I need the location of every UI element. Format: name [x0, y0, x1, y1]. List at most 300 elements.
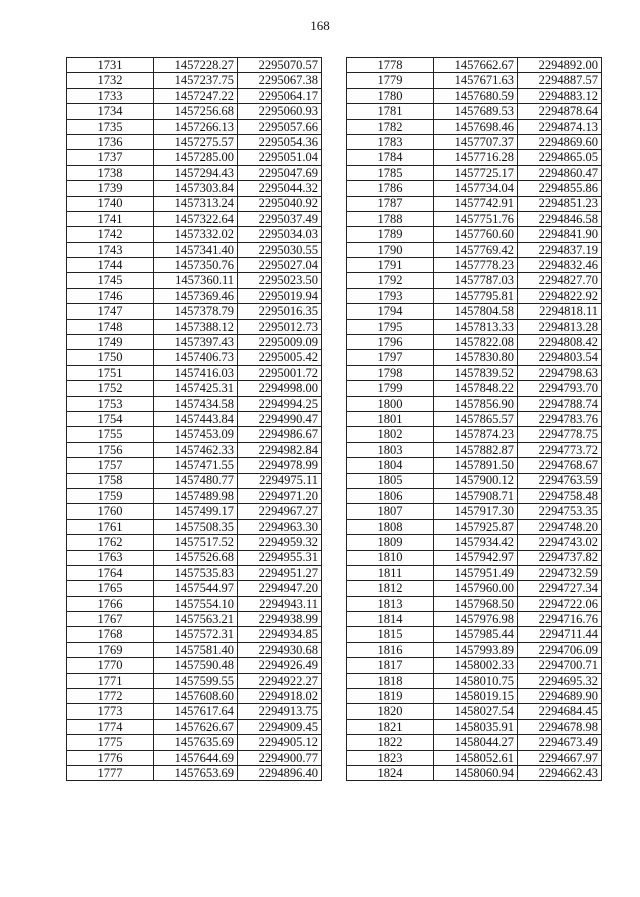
y-coordinate-cell: 2294837.19 [518, 242, 602, 257]
x-coordinate-cell: 1457985.44 [434, 627, 518, 642]
point-number-cell: 1810 [347, 550, 434, 565]
table-row [347, 104, 602, 119]
y-coordinate-cell: 2294934.85 [238, 627, 322, 642]
table-row [67, 689, 322, 704]
table-row [347, 442, 602, 457]
table-row [347, 750, 602, 765]
x-coordinate-cell: 1457322.64 [154, 211, 238, 226]
y-coordinate-cell: 2294673.49 [518, 735, 602, 750]
point-number-cell: 1774 [67, 719, 154, 734]
x-coordinate-cell: 1457951.49 [434, 565, 518, 580]
table-row [347, 119, 602, 134]
page-number: 168 [310, 18, 330, 33]
y-coordinate-cell: 2295060.93 [238, 104, 322, 119]
table-row [67, 181, 322, 196]
y-coordinate-cell: 2294909.45 [238, 719, 322, 734]
y-coordinate-cell: 2295047.69 [238, 165, 322, 180]
x-coordinate-cell: 1457599.55 [154, 673, 238, 688]
table-row [67, 304, 322, 319]
table-row [347, 519, 602, 534]
point-number-cell: 1781 [347, 104, 434, 119]
y-coordinate-cell: 2294913.75 [238, 704, 322, 719]
point-number-cell: 1738 [67, 165, 154, 180]
y-coordinate-cell: 2294959.32 [238, 535, 322, 550]
table-row [67, 58, 322, 73]
point-number-cell: 1742 [67, 227, 154, 242]
x-coordinate-cell: 1457671.63 [434, 73, 518, 88]
y-coordinate-cell: 2294990.47 [238, 411, 322, 426]
x-coordinate-cell: 1457526.68 [154, 550, 238, 565]
point-number-cell: 1767 [67, 612, 154, 627]
y-coordinate-cell: 2295030.55 [238, 242, 322, 257]
y-coordinate-cell: 2294869.60 [518, 134, 602, 149]
y-coordinate-cell: 2294971.20 [238, 488, 322, 503]
point-number-cell: 1763 [67, 550, 154, 565]
y-coordinate-cell: 2294943.11 [238, 596, 322, 611]
table-row [347, 719, 602, 734]
table-row [347, 765, 602, 780]
x-coordinate-cell: 1458044.27 [434, 735, 518, 750]
table-row [67, 596, 322, 611]
table-row [347, 242, 602, 257]
y-coordinate-cell: 2294846.58 [518, 211, 602, 226]
table-row [67, 550, 322, 565]
point-number-cell: 1739 [67, 181, 154, 196]
table-row [347, 504, 602, 519]
y-coordinate-cell: 2295040.92 [238, 196, 322, 211]
x-coordinate-cell: 1457480.77 [154, 473, 238, 488]
table-row [347, 365, 602, 380]
x-coordinate-cell: 1457341.40 [154, 242, 238, 257]
point-number-cell: 1766 [67, 596, 154, 611]
table-row [347, 673, 602, 688]
x-coordinate-cell: 1458027.54 [434, 704, 518, 719]
y-coordinate-cell: 2294887.57 [518, 73, 602, 88]
table-row [67, 411, 322, 426]
point-number-cell: 1808 [347, 519, 434, 534]
table-row [347, 396, 602, 411]
table-row [347, 165, 602, 180]
y-coordinate-cell: 2294695.32 [518, 673, 602, 688]
y-coordinate-cell: 2294878.64 [518, 104, 602, 119]
table-row [67, 288, 322, 303]
x-coordinate-cell: 1457275.57 [154, 134, 238, 149]
x-coordinate-cell: 1457313.24 [154, 196, 238, 211]
y-coordinate-cell: 2294662.43 [518, 765, 602, 780]
table-row [347, 642, 602, 657]
y-coordinate-cell: 2294900.77 [238, 750, 322, 765]
point-number-cell: 1799 [347, 381, 434, 396]
y-coordinate-cell: 2294818.11 [518, 304, 602, 319]
point-number-cell: 1741 [67, 211, 154, 226]
table-row [67, 165, 322, 180]
x-coordinate-cell: 1457489.98 [154, 488, 238, 503]
y-coordinate-cell: 2294737.82 [518, 550, 602, 565]
y-coordinate-cell: 2294947.20 [238, 581, 322, 596]
point-number-cell: 1755 [67, 427, 154, 442]
point-number-cell: 1775 [67, 735, 154, 750]
y-coordinate-cell: 2294892.00 [518, 58, 602, 73]
point-number-cell: 1736 [67, 134, 154, 149]
x-coordinate-cell: 1457822.08 [434, 335, 518, 350]
point-number-cell: 1735 [67, 119, 154, 134]
y-coordinate-cell: 2294743.02 [518, 535, 602, 550]
point-number-cell: 1821 [347, 719, 434, 734]
x-coordinate-cell: 1457499.17 [154, 504, 238, 519]
point-number-cell: 1780 [347, 88, 434, 103]
x-coordinate-cell: 1458002.33 [434, 658, 518, 673]
y-coordinate-cell: 2294851.23 [518, 196, 602, 211]
x-coordinate-cell: 1457425.31 [154, 381, 238, 396]
table-row [67, 396, 322, 411]
point-number-cell: 1811 [347, 565, 434, 580]
point-number-cell: 1786 [347, 181, 434, 196]
y-coordinate-cell: 2294689.90 [518, 689, 602, 704]
table-row [67, 258, 322, 273]
table-row [347, 427, 602, 442]
table-row [347, 273, 602, 288]
y-coordinate-cell: 2295064.17 [238, 88, 322, 103]
y-coordinate-cell: 2295023.50 [238, 273, 322, 288]
x-coordinate-cell: 1457635.69 [154, 735, 238, 750]
x-coordinate-cell: 1457617.64 [154, 704, 238, 719]
point-number-cell: 1785 [347, 165, 434, 180]
y-coordinate-cell: 2294883.12 [518, 88, 602, 103]
y-coordinate-cell: 2294827.70 [518, 273, 602, 288]
point-number-cell: 1816 [347, 642, 434, 657]
table-row [347, 596, 602, 611]
table-row [347, 88, 602, 103]
x-coordinate-cell: 1457865.57 [434, 411, 518, 426]
y-coordinate-cell: 2294963.30 [238, 519, 322, 534]
point-number-cell: 1748 [67, 319, 154, 334]
point-number-cell: 1754 [67, 411, 154, 426]
table-row [347, 473, 602, 488]
x-coordinate-cell: 1457653.69 [154, 765, 238, 780]
y-coordinate-cell: 2295019.94 [238, 288, 322, 303]
table-row [67, 719, 322, 734]
table-row [347, 581, 602, 596]
table-row [67, 427, 322, 442]
y-coordinate-cell: 2294783.76 [518, 411, 602, 426]
table-row [347, 288, 602, 303]
table-row [347, 258, 602, 273]
point-number-cell: 1731 [67, 58, 154, 73]
point-number-cell: 1822 [347, 735, 434, 750]
table-row [67, 642, 322, 657]
x-coordinate-cell: 1458035.91 [434, 719, 518, 734]
x-coordinate-cell: 1457769.42 [434, 242, 518, 257]
x-coordinate-cell: 1457434.58 [154, 396, 238, 411]
point-number-cell: 1809 [347, 535, 434, 550]
y-coordinate-cell: 2295067.38 [238, 73, 322, 88]
table-row [67, 335, 322, 350]
table-row [67, 88, 322, 103]
point-number-cell: 1734 [67, 104, 154, 119]
point-number-cell: 1768 [67, 627, 154, 642]
point-number-cell: 1743 [67, 242, 154, 257]
x-coordinate-cell: 1457751.76 [434, 211, 518, 226]
table-row [67, 750, 322, 765]
y-coordinate-cell: 2294832.46 [518, 258, 602, 273]
point-number-cell: 1769 [67, 642, 154, 657]
y-coordinate-cell: 2294918.02 [238, 689, 322, 704]
y-coordinate-cell: 2294896.40 [238, 765, 322, 780]
point-number-cell: 1812 [347, 581, 434, 596]
point-number-cell: 1819 [347, 689, 434, 704]
x-coordinate-cell: 1457742.91 [434, 196, 518, 211]
y-coordinate-cell: 2294982.84 [238, 442, 322, 457]
x-coordinate-cell: 1457707.37 [434, 134, 518, 149]
y-coordinate-cell: 2294716.76 [518, 612, 602, 627]
point-number-cell: 1803 [347, 442, 434, 457]
y-coordinate-cell: 2294905.12 [238, 735, 322, 750]
point-number-cell: 1732 [67, 73, 154, 88]
point-number-cell: 1793 [347, 288, 434, 303]
point-number-cell: 1790 [347, 242, 434, 257]
table-row [347, 73, 602, 88]
x-coordinate-cell: 1457294.43 [154, 165, 238, 180]
point-number-cell: 1778 [347, 58, 434, 73]
point-number-cell: 1801 [347, 411, 434, 426]
y-coordinate-cell: 2295009.09 [238, 335, 322, 350]
table-row [347, 150, 602, 165]
table-row [347, 488, 602, 503]
y-coordinate-cell: 2294975.11 [238, 473, 322, 488]
table-row [67, 365, 322, 380]
point-number-cell: 1797 [347, 350, 434, 365]
point-number-cell: 1782 [347, 119, 434, 134]
y-coordinate-cell: 2295037.49 [238, 211, 322, 226]
y-coordinate-cell: 2294711.44 [518, 627, 602, 642]
y-coordinate-cell: 2294768.67 [518, 458, 602, 473]
x-coordinate-cell: 1457572.31 [154, 627, 238, 642]
x-coordinate-cell: 1457554.10 [154, 596, 238, 611]
x-coordinate-cell: 1457787.03 [434, 273, 518, 288]
table-row [67, 134, 322, 149]
y-coordinate-cell: 2294926.49 [238, 658, 322, 673]
table-row [67, 627, 322, 642]
y-coordinate-cell: 2294865.05 [518, 150, 602, 165]
y-coordinate-cell: 2294978.99 [238, 458, 322, 473]
x-coordinate-cell: 1457993.89 [434, 642, 518, 657]
table-row [347, 735, 602, 750]
y-coordinate-cell: 2294998.00 [238, 381, 322, 396]
table-row [347, 689, 602, 704]
point-number-cell: 1814 [347, 612, 434, 627]
table-row [67, 488, 322, 503]
y-coordinate-cell: 2294938.99 [238, 612, 322, 627]
y-coordinate-cell: 2294758.48 [518, 488, 602, 503]
x-coordinate-cell: 1457900.12 [434, 473, 518, 488]
x-coordinate-cell: 1457590.48 [154, 658, 238, 673]
y-coordinate-cell: 2294967.27 [238, 504, 322, 519]
table-row [67, 104, 322, 119]
y-coordinate-cell: 2294722.06 [518, 596, 602, 611]
x-coordinate-cell: 1457563.21 [154, 612, 238, 627]
table-row [67, 119, 322, 134]
point-number-cell: 1733 [67, 88, 154, 103]
y-coordinate-cell: 2295034.03 [238, 227, 322, 242]
x-coordinate-cell: 1457303.84 [154, 181, 238, 196]
point-number-cell: 1771 [67, 673, 154, 688]
table-row [347, 565, 602, 580]
x-coordinate-cell: 1457795.81 [434, 288, 518, 303]
point-number-cell: 1740 [67, 196, 154, 211]
table-row [67, 319, 322, 334]
table-row [67, 535, 322, 550]
table-row [347, 304, 602, 319]
point-number-cell: 1756 [67, 442, 154, 457]
point-number-cell: 1824 [347, 765, 434, 780]
table-row [67, 565, 322, 580]
x-coordinate-cell: 1457716.28 [434, 150, 518, 165]
point-number-cell: 1817 [347, 658, 434, 673]
y-coordinate-cell: 2294922.27 [238, 673, 322, 688]
table-row [67, 581, 322, 596]
table-row [67, 673, 322, 688]
x-coordinate-cell: 1457856.90 [434, 396, 518, 411]
x-coordinate-cell: 1458052.61 [434, 750, 518, 765]
point-number-cell: 1813 [347, 596, 434, 611]
table-row [67, 273, 322, 288]
x-coordinate-cell: 1457917.30 [434, 504, 518, 519]
point-number-cell: 1820 [347, 704, 434, 719]
x-coordinate-cell: 1457285.00 [154, 150, 238, 165]
point-number-cell: 1745 [67, 273, 154, 288]
y-coordinate-cell: 2294841.90 [518, 227, 602, 242]
table-row [67, 765, 322, 780]
coordinate-table-right [346, 57, 602, 781]
x-coordinate-cell: 1457350.76 [154, 258, 238, 273]
y-coordinate-cell: 2295012.73 [238, 319, 322, 334]
point-number-cell: 1798 [347, 365, 434, 380]
x-coordinate-cell: 1457734.04 [434, 181, 518, 196]
point-number-cell: 1777 [67, 765, 154, 780]
y-coordinate-cell: 2294773.72 [518, 442, 602, 457]
point-number-cell: 1783 [347, 134, 434, 149]
point-number-cell: 1737 [67, 150, 154, 165]
point-number-cell: 1787 [347, 196, 434, 211]
y-coordinate-cell: 2295054.36 [238, 134, 322, 149]
y-coordinate-cell: 2294753.35 [518, 504, 602, 519]
table-row [67, 735, 322, 750]
x-coordinate-cell: 1457608.60 [154, 689, 238, 704]
table-row [67, 704, 322, 719]
point-number-cell: 1765 [67, 581, 154, 596]
x-coordinate-cell: 1457228.27 [154, 58, 238, 73]
table-row [67, 227, 322, 242]
y-coordinate-cell: 2295027.04 [238, 258, 322, 273]
point-number-cell: 1805 [347, 473, 434, 488]
table-row [347, 335, 602, 350]
table-row [67, 381, 322, 396]
y-coordinate-cell: 2294955.31 [238, 550, 322, 565]
y-coordinate-cell: 2294813.28 [518, 319, 602, 334]
coordinate-table-left [66, 57, 322, 781]
table-row [347, 381, 602, 396]
point-number-cell: 1746 [67, 288, 154, 303]
x-coordinate-cell: 1457644.69 [154, 750, 238, 765]
table-row [347, 627, 602, 642]
point-number-cell: 1794 [347, 304, 434, 319]
point-number-cell: 1744 [67, 258, 154, 273]
point-number-cell: 1788 [347, 211, 434, 226]
y-coordinate-cell: 2295016.35 [238, 304, 322, 319]
point-number-cell: 1757 [67, 458, 154, 473]
table-row [67, 473, 322, 488]
x-coordinate-cell: 1457535.83 [154, 565, 238, 580]
point-number-cell: 1753 [67, 396, 154, 411]
y-coordinate-cell: 2295057.66 [238, 119, 322, 134]
x-coordinate-cell: 1457891.50 [434, 458, 518, 473]
y-coordinate-cell: 2294808.42 [518, 335, 602, 350]
x-coordinate-cell: 1457256.68 [154, 104, 238, 119]
x-coordinate-cell: 1457369.46 [154, 288, 238, 303]
y-coordinate-cell: 2295001.72 [238, 365, 322, 380]
x-coordinate-cell: 1457976.98 [434, 612, 518, 627]
point-number-cell: 1759 [67, 488, 154, 503]
x-coordinate-cell: 1457942.97 [434, 550, 518, 565]
point-number-cell: 1752 [67, 381, 154, 396]
x-coordinate-cell: 1457247.22 [154, 88, 238, 103]
table-row [67, 458, 322, 473]
x-coordinate-cell: 1457804.58 [434, 304, 518, 319]
x-coordinate-cell: 1457662.67 [434, 58, 518, 73]
point-number-cell: 1807 [347, 504, 434, 519]
point-number-cell: 1818 [347, 673, 434, 688]
point-number-cell: 1747 [67, 304, 154, 319]
point-number-cell: 1750 [67, 350, 154, 365]
y-coordinate-cell: 2294684.45 [518, 704, 602, 719]
x-coordinate-cell: 1457626.67 [154, 719, 238, 734]
y-coordinate-cell: 2294855.86 [518, 181, 602, 196]
y-coordinate-cell: 2295005.42 [238, 350, 322, 365]
y-coordinate-cell: 2294732.59 [518, 565, 602, 580]
y-coordinate-cell: 2294727.34 [518, 581, 602, 596]
y-coordinate-cell: 2294678.98 [518, 719, 602, 734]
table-row [347, 411, 602, 426]
point-number-cell: 1773 [67, 704, 154, 719]
point-number-cell: 1802 [347, 427, 434, 442]
x-coordinate-cell: 1457237.75 [154, 73, 238, 88]
table-row [347, 181, 602, 196]
table-row [67, 612, 322, 627]
y-coordinate-cell: 2294793.70 [518, 381, 602, 396]
table-row [347, 134, 602, 149]
point-number-cell: 1804 [347, 458, 434, 473]
x-coordinate-cell: 1457934.42 [434, 535, 518, 550]
point-number-cell: 1800 [347, 396, 434, 411]
table-row [347, 704, 602, 719]
x-coordinate-cell: 1457725.17 [434, 165, 518, 180]
y-coordinate-cell: 2294822.92 [518, 288, 602, 303]
x-coordinate-cell: 1457462.33 [154, 442, 238, 457]
point-number-cell: 1815 [347, 627, 434, 642]
y-coordinate-cell: 2294930.68 [238, 642, 322, 657]
x-coordinate-cell: 1457406.73 [154, 350, 238, 365]
y-coordinate-cell: 2294667.97 [518, 750, 602, 765]
table-row [347, 196, 602, 211]
point-number-cell: 1761 [67, 519, 154, 534]
x-coordinate-cell: 1457388.12 [154, 319, 238, 334]
y-coordinate-cell: 2294763.59 [518, 473, 602, 488]
table-row [347, 319, 602, 334]
table-row [347, 350, 602, 365]
x-coordinate-cell: 1457760.60 [434, 227, 518, 242]
y-coordinate-cell: 2294860.47 [518, 165, 602, 180]
table-row [347, 58, 602, 73]
